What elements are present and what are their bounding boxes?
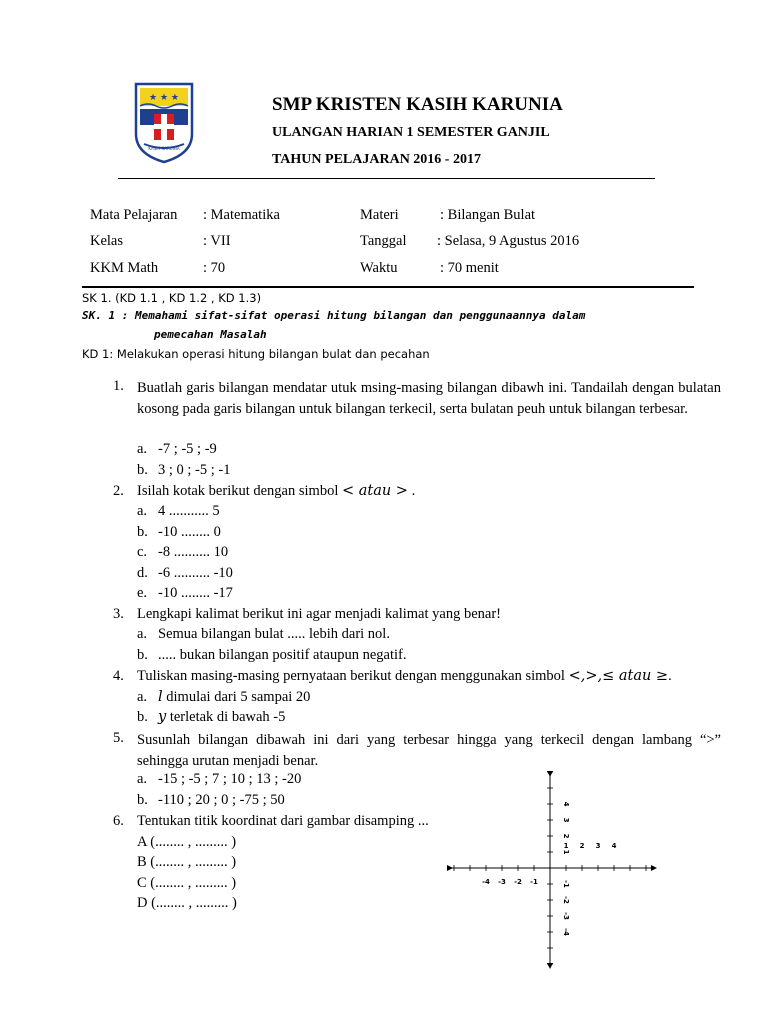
option-text: y terletak di bawah -5 xyxy=(158,709,286,725)
answer-point-c: C (........ , ......... ) xyxy=(137,875,237,891)
question-text: Tuliskan masing-masing pernyataan berikut dengan menggunakan simbol <,>,≤ atau ≥. xyxy=(137,668,672,684)
info-value-waktu: : 70 menit xyxy=(440,260,499,276)
x-tick-label: -1 xyxy=(530,878,538,886)
question-text: Lengkapi kalimat berikut ini agar menjadi kalimat yang benar! xyxy=(137,606,501,622)
option-letter: a. xyxy=(137,441,148,457)
info-label-mapel: Mata Pelajaran xyxy=(90,207,178,223)
option-letter: c. xyxy=(137,544,148,560)
y-tick-label: -2 xyxy=(562,896,570,904)
option-text: 4 ........... 5 xyxy=(158,503,220,519)
question-text: Buatlah garis bilangan mendatar utuk msing-masing bilangan dibawh ini. Tandailah dengan bulatan kosong pada garis bilangan untuk bilangan terkecil, serta bulatan peuh untuk bilangan terbesar. xyxy=(137,380,721,417)
question-text: Tentukan titik koordinat dari gambar disamping ... xyxy=(137,813,429,829)
question-text: Isilah kotak berikut dengan simbol < atau > . xyxy=(137,483,416,499)
option-letter: e. xyxy=(137,585,148,601)
x-tick-label: -3 xyxy=(498,878,506,886)
coordinate-plane xyxy=(444,770,660,970)
option-text: -7 ; -5 ; -9 xyxy=(158,441,217,457)
option-letter: a. xyxy=(137,626,148,642)
option-text: -15 ; -5 ; 7 ; 10 ; 13 ; -20 xyxy=(158,771,302,787)
question-number: 2. xyxy=(113,483,124,499)
info-value-kkm: : 70 xyxy=(203,260,226,276)
option-letter: b. xyxy=(137,709,148,725)
svg-text:KASIH KARUNIA: KASIH KARUNIA xyxy=(148,146,180,151)
question-number: 3. xyxy=(113,606,124,622)
academic-year: TAHUN PELAJARAN 2016 - 2017 xyxy=(272,152,481,167)
option-letter: a. xyxy=(137,503,148,519)
answer-point-b: B (........ , ......... ) xyxy=(137,854,237,870)
x-tick-label: 2 xyxy=(579,842,585,850)
option-text: -10 ........ -17 xyxy=(158,585,233,601)
info-label-tanggal: Tanggal xyxy=(360,233,407,249)
y-tick-label: -1 xyxy=(562,880,570,888)
answer-point-d: D (........ , ......... ) xyxy=(137,895,237,911)
info-value-tanggal: : Selasa, 9 Agustus 2016 xyxy=(437,233,580,249)
sk-statement-cont: pemecahan Masalah xyxy=(154,328,267,341)
option-letter: d. xyxy=(137,565,148,581)
info-value-mapel: : Matematika xyxy=(203,207,280,223)
answer-point-a: A (........ , ......... ) xyxy=(137,834,237,850)
info-label-materi: Materi xyxy=(360,207,399,223)
x-tick-label: 4 xyxy=(611,842,617,850)
y-tick-label: -4 xyxy=(562,928,570,936)
x-tick-label: -4 xyxy=(482,878,490,886)
y-tick-label: 3 xyxy=(562,817,570,823)
question-number: 5. xyxy=(113,730,124,746)
math-symbols: <,>,≤ atau ≥ xyxy=(568,668,669,684)
option-text: -10 ........ 0 xyxy=(158,524,221,540)
question-text: Susunlah bilangan dibawah ini dari yang terbesar hingga yang terkecil dengan lambang “>” sehingga urutan menjadi benar. xyxy=(137,732,721,769)
exam-title: ULANGAN HARIAN 1 SEMESTER GANJIL xyxy=(272,125,550,140)
y-tick-label: 4 xyxy=(562,801,570,807)
kd-statement: KD 1: Melakukan operasi hitung bilangan bulat dan pecahan xyxy=(82,347,430,361)
option-letter: a. xyxy=(137,689,148,705)
info-value-kelas: : VII xyxy=(203,233,231,249)
info-label-kelas: Kelas xyxy=(90,233,124,249)
school-name: SMP KRISTEN KASIH KARUNIA xyxy=(272,94,563,115)
option-text: 3 ; 0 ; -5 ; -1 xyxy=(158,462,231,478)
option-letter: b. xyxy=(137,462,148,478)
info-label-kkm: KKM Math xyxy=(90,260,159,276)
question-number: 6. xyxy=(113,813,124,829)
school-logo xyxy=(134,82,194,164)
option-letter: b. xyxy=(137,647,148,663)
x-tick-label: -2 xyxy=(514,878,522,886)
option-text: l dimulai dari 5 sampai 20 xyxy=(158,689,311,705)
option-text: -8 .......... 10 xyxy=(158,544,229,560)
option-letter: a. xyxy=(137,771,148,787)
y-tick-label: 1 xyxy=(562,849,570,855)
info-value-materi: : Bilangan Bulat xyxy=(440,207,536,223)
y-tick-label: 2 xyxy=(562,833,570,839)
math-symbols: < atau > xyxy=(341,483,408,499)
x-tick-label: 1 xyxy=(563,842,569,850)
sk-statement: SK. 1 : Memahami sifat-sifat operasi hitung bilangan dan penggunaannya dalam xyxy=(82,309,586,322)
svg-text:★ ★ ★: ★ ★ ★ xyxy=(149,93,179,103)
question-number: 4. xyxy=(113,668,124,684)
option-letter: b. xyxy=(137,524,148,540)
option-text: ..... bukan bilangan positif ataupun negatif. xyxy=(158,647,407,663)
option-letter: b. xyxy=(137,792,148,808)
y-tick-label: -3 xyxy=(562,912,570,920)
question-number: 1. xyxy=(113,378,124,394)
option-text: -6 .......... -10 xyxy=(158,565,233,581)
option-text: -110 ; 20 ; 0 ; -75 ; 50 xyxy=(158,792,285,808)
sk-reference: SK 1. (KD 1.1 , KD 1.2 , KD 1.3) xyxy=(82,291,262,305)
info-label-waktu: Waktu xyxy=(360,260,398,276)
header-divider xyxy=(118,178,655,179)
option-text: Semua bilangan bulat ..... lebih dari nol. xyxy=(158,626,390,642)
info-divider xyxy=(82,286,694,288)
x-tick-label: 3 xyxy=(595,842,601,850)
